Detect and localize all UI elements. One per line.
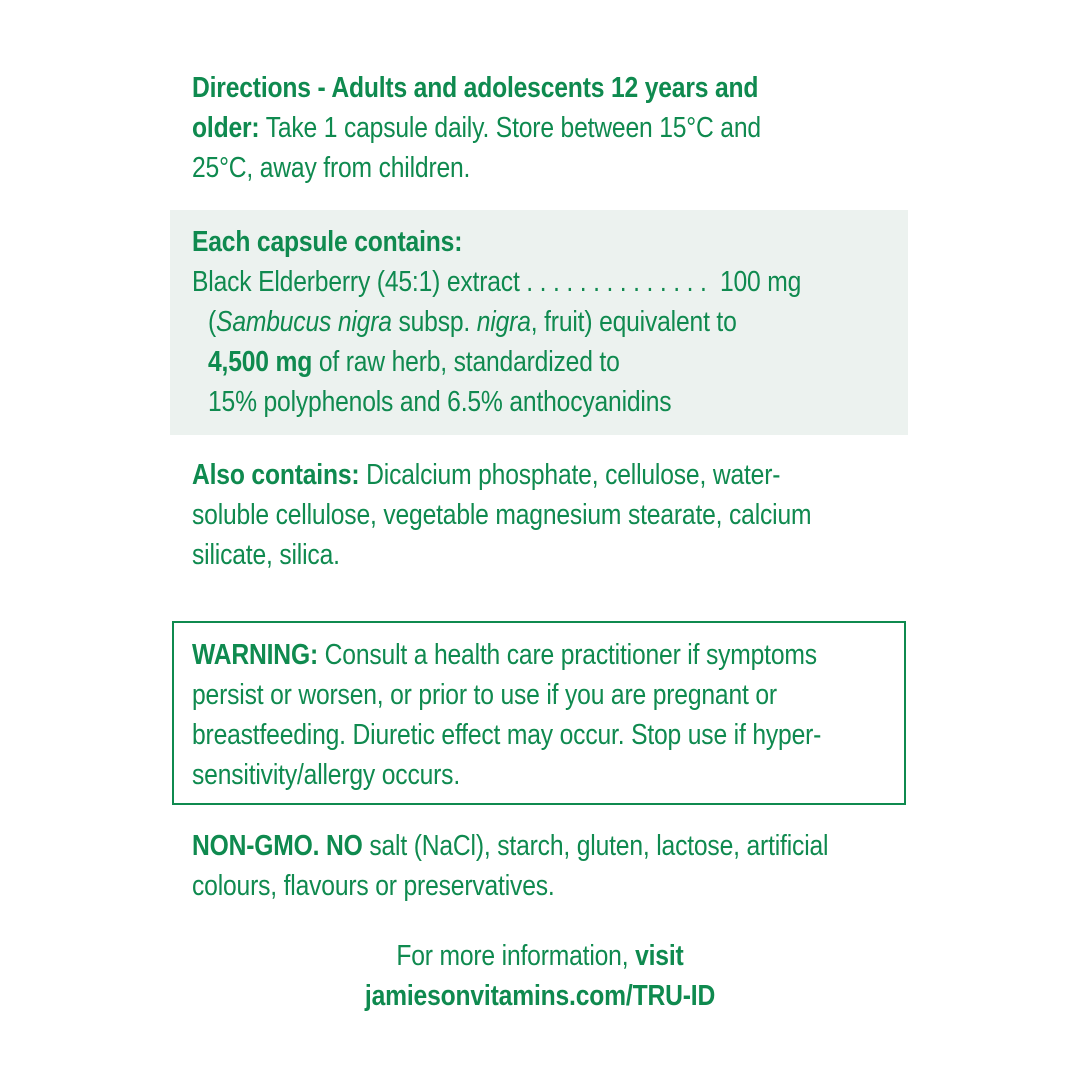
text-line (192, 866, 941, 906)
text-line-content (192, 535, 340, 575)
text-line-content (208, 382, 671, 422)
text-line-content (192, 148, 470, 188)
text-segment: Consult a health care practitioner if symptoms (317, 639, 817, 671)
text-segment: nigra (476, 306, 531, 338)
text-line (192, 635, 904, 675)
text-segment: of raw herb, standardized to (312, 346, 620, 378)
text-segment: salt (NaCl), starch, gluten, lactose, artificial (362, 830, 829, 862)
text-segment: subsp. (391, 306, 477, 338)
text-line-content (192, 755, 460, 795)
text-line (192, 108, 861, 148)
text-segment: visit (635, 940, 684, 972)
text-segment: jamiesonvitamins.com/TRU-ID (364, 980, 716, 1012)
text-segment: persist or worsen, or prior to use if you are pregnant or (192, 679, 777, 711)
text-line (192, 675, 904, 715)
text-segment: ( (208, 306, 217, 338)
text-segment: 25°C, away from children. (192, 152, 471, 184)
text-segment: colours, flavours or preservatives. (192, 870, 555, 902)
text-line-content (208, 302, 737, 342)
text-line (192, 68, 861, 108)
text-segment: older: (192, 112, 260, 144)
text-line-content (192, 715, 821, 755)
text-line-content (192, 222, 462, 262)
text-line (192, 342, 908, 382)
text-segment: Sambucus nigra (216, 306, 392, 338)
text-segment: Directions - Adults and adolescents 12 years and (192, 72, 759, 104)
text-line (192, 302, 908, 342)
text-line (192, 382, 908, 422)
text-segment: 15% polyphenols and 6.5% anthocyanidins (208, 386, 672, 418)
text-line (0, 936, 1080, 976)
text-segment: Also contains: (192, 459, 360, 491)
text-line (192, 495, 921, 535)
text-line (192, 455, 921, 495)
text-segment: 4,500 mg (208, 346, 313, 378)
text-segment: , fruit) equivalent to (530, 306, 737, 338)
text-line (192, 535, 921, 575)
text-line-content (192, 495, 811, 535)
text-line-content (192, 455, 780, 495)
non-gmo-text (192, 826, 941, 906)
text-segment: soluble cellulose, vegetable magnesium stearate, calcium (192, 499, 812, 531)
text-line-content (192, 262, 801, 302)
directions-text (192, 68, 861, 188)
text-line (0, 976, 1080, 1016)
text-line (192, 826, 941, 866)
text-segment: Black Elderberry (45:1) extract . . . . . . . . . . . . . . 100 mg (192, 266, 802, 298)
text-line-content (192, 68, 758, 108)
text-line-content (192, 866, 555, 906)
text-segment: Each capsule contains: (192, 226, 463, 258)
text-line-content (396, 936, 683, 976)
text-line-content (192, 826, 828, 866)
footer-text (0, 936, 1080, 1016)
text-segment: Dicalcium phosphate, cellulose, water- (359, 459, 781, 491)
text-line-content (192, 635, 817, 675)
text-segment: breastfeeding. Diuretic effect may occur. Stop use if hyper- (192, 719, 822, 751)
text-segment: WARNING: (192, 639, 318, 671)
text-line-content (208, 342, 620, 382)
text-line (192, 755, 904, 795)
text-line (192, 262, 908, 302)
text-segment: For more information, (396, 940, 636, 972)
text-segment: NON-GMO. NO (192, 830, 363, 862)
also-contains-text (192, 455, 921, 575)
warning-box (172, 621, 906, 805)
text-line-content (192, 675, 777, 715)
text-segment: sensitivity/allergy occurs. (192, 759, 461, 791)
text-segment: Take 1 capsule daily. Store between 15°C and (259, 112, 761, 144)
each-capsule-contains-box (170, 210, 908, 435)
text-line (192, 148, 861, 188)
text-line (192, 715, 904, 755)
text-line (192, 222, 908, 262)
text-line-content (365, 976, 715, 1016)
text-line-content (192, 108, 761, 148)
text-segment: silicate, silica. (192, 539, 340, 571)
